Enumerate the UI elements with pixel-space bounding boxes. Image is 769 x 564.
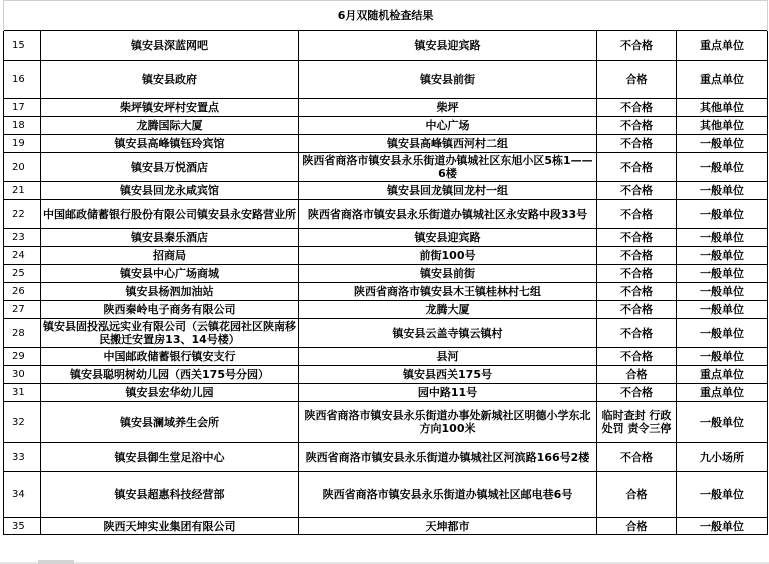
inspection-result[interactable]: 不合格 bbox=[597, 384, 677, 402]
unit-category[interactable]: 一般单位 bbox=[677, 200, 768, 229]
unit-category[interactable]: 重点单位 bbox=[677, 366, 768, 384]
row-number[interactable]: 16 bbox=[4, 61, 41, 99]
inspection-result[interactable]: 不合格 bbox=[597, 182, 677, 200]
unit-address[interactable]: 镇安县迎宾路 bbox=[299, 229, 597, 247]
row-number[interactable]: 23 bbox=[4, 229, 41, 247]
unit-category[interactable]: 一般单位 bbox=[677, 301, 768, 319]
unit-category[interactable]: 一般单位 bbox=[677, 247, 768, 265]
unit-name[interactable]: 镇安县固投泓远实业有限公司（云镇花园社区陕南移民搬迁安置房13、14号楼） bbox=[41, 319, 299, 348]
unit-address[interactable]: 镇安县西关175号 bbox=[299, 366, 597, 384]
unit-category[interactable]: 一般单位 bbox=[677, 319, 768, 348]
unit-name[interactable]: 陕西天坤实业集团有限公司 bbox=[41, 518, 299, 535]
row-number[interactable]: 32 bbox=[4, 402, 41, 443]
table-row bbox=[4, 384, 768, 402]
unit-category[interactable]: 一般单位 bbox=[677, 153, 768, 182]
sheet-title[interactable]: 6月双随机检查结果 bbox=[4, 1, 768, 31]
unit-category[interactable]: 一般单位 bbox=[677, 265, 768, 283]
unit-address[interactable]: 天坤都市 bbox=[299, 518, 597, 535]
row-number[interactable]: 33 bbox=[4, 443, 41, 472]
unit-category[interactable]: 九小场所 bbox=[677, 443, 768, 472]
unit-address[interactable]: 陕西省商洛市镇安县永乐街道办镇城社区东旭小区5栋1——6楼 bbox=[299, 153, 597, 182]
row-number[interactable]: 18 bbox=[4, 117, 41, 135]
table-row bbox=[4, 319, 768, 348]
table-row bbox=[4, 366, 768, 384]
sheet-tab[interactable] bbox=[38, 560, 74, 564]
unit-name[interactable]: 中国邮政储蓄银行镇安支行 bbox=[41, 348, 299, 366]
unit-address[interactable]: 镇安县云盖寺镇云镇村 bbox=[299, 319, 597, 348]
unit-name[interactable]: 中国邮政储蓄银行股份有限公司镇安县永安路营业所 bbox=[41, 200, 299, 229]
row-number[interactable]: 19 bbox=[4, 135, 41, 153]
unit-address[interactable]: 陕西省商洛市镇安县永乐街道办镇城社区河滨路166号2楼 bbox=[299, 443, 597, 472]
table-row bbox=[4, 153, 768, 182]
inspection-result[interactable]: 不合格 bbox=[597, 229, 677, 247]
inspection-result[interactable]: 合格 bbox=[597, 472, 677, 518]
unit-address[interactable]: 陕西省商洛市镇安县永乐街道办镇城社区邮电巷6号 bbox=[299, 472, 597, 518]
inspection-result[interactable]: 合格 bbox=[597, 61, 677, 99]
unit-address[interactable]: 中心广场 bbox=[299, 117, 597, 135]
unit-category[interactable]: 重点单位 bbox=[677, 384, 768, 402]
table-body bbox=[4, 31, 768, 535]
inspection-results-table bbox=[3, 0, 768, 535]
unit-name[interactable]: 镇安县中心广场商城 bbox=[41, 265, 299, 283]
row-number[interactable]: 17 bbox=[4, 99, 41, 117]
row-number[interactable]: 31 bbox=[4, 384, 41, 402]
row-number[interactable]: 28 bbox=[4, 319, 41, 348]
table-row bbox=[4, 135, 768, 153]
row-number[interactable]: 21 bbox=[4, 182, 41, 200]
row-number[interactable]: 35 bbox=[4, 518, 41, 535]
unit-name[interactable]: 镇安县超惠科技经营部 bbox=[41, 472, 299, 518]
row-number[interactable]: 22 bbox=[4, 200, 41, 229]
row-number[interactable]: 27 bbox=[4, 301, 41, 319]
table-row bbox=[4, 402, 768, 443]
unit-name[interactable]: 镇安县万悦酒店 bbox=[41, 153, 299, 182]
table-row bbox=[4, 472, 768, 518]
unit-name[interactable]: 镇安县宏华幼儿园 bbox=[41, 384, 299, 402]
unit-address[interactable]: 镇安县高峰镇西河村二组 bbox=[299, 135, 597, 153]
row-number[interactable]: 24 bbox=[4, 247, 41, 265]
unit-address[interactable]: 县河 bbox=[299, 348, 597, 366]
table-row bbox=[4, 443, 768, 472]
row-number[interactable]: 29 bbox=[4, 348, 41, 366]
row-number[interactable]: 20 bbox=[4, 153, 41, 182]
table-row bbox=[4, 265, 768, 283]
unit-category[interactable]: 一般单位 bbox=[677, 518, 768, 535]
table-row bbox=[4, 348, 768, 366]
unit-category[interactable]: 重点单位 bbox=[677, 31, 768, 61]
row-number[interactable]: 30 bbox=[4, 366, 41, 384]
unit-category[interactable]: 一般单位 bbox=[677, 348, 768, 366]
unit-name[interactable]: 镇安县秦乐酒店 bbox=[41, 229, 299, 247]
unit-address[interactable]: 龙腾大厦 bbox=[299, 301, 597, 319]
unit-address[interactable]: 前街100号 bbox=[299, 247, 597, 265]
unit-address[interactable]: 镇安县回龙镇回龙村一组 bbox=[299, 182, 597, 200]
inspection-result[interactable]: 不合格 bbox=[597, 301, 677, 319]
unit-category[interactable]: 一般单位 bbox=[677, 135, 768, 153]
table-row bbox=[4, 229, 768, 247]
table-row bbox=[4, 283, 768, 301]
unit-address[interactable]: 镇安县前街 bbox=[299, 61, 597, 99]
unit-name[interactable]: 镇安县深蓝网吧 bbox=[41, 31, 299, 61]
unit-address[interactable]: 镇安县前街 bbox=[299, 265, 597, 283]
table-row bbox=[4, 61, 768, 99]
unit-name[interactable]: 镇安县高峰镇钰玲宾馆 bbox=[41, 135, 299, 153]
table-row bbox=[4, 99, 768, 117]
inspection-result[interactable]: 不合格 bbox=[597, 31, 677, 61]
row-number[interactable]: 34 bbox=[4, 472, 41, 518]
unit-name[interactable]: 镇安县回龙永咸宾馆 bbox=[41, 182, 299, 200]
unit-category[interactable]: 其他单位 bbox=[677, 117, 768, 135]
inspection-result[interactable]: 不合格 bbox=[597, 265, 677, 283]
unit-name[interactable]: 龙腾国际大厦 bbox=[41, 117, 299, 135]
table-row bbox=[4, 247, 768, 265]
inspection-result[interactable]: 不合格 bbox=[597, 283, 677, 301]
table-row bbox=[4, 31, 768, 61]
unit-name[interactable]: 镇安县御生堂足浴中心 bbox=[41, 443, 299, 472]
unit-name[interactable]: 镇安县澜域养生会所 bbox=[41, 402, 299, 443]
unit-category[interactable]: 重点单位 bbox=[677, 61, 768, 99]
row-number[interactable]: 15 bbox=[4, 31, 41, 61]
unit-category[interactable]: 一般单位 bbox=[677, 229, 768, 247]
row-number[interactable]: 25 bbox=[4, 265, 41, 283]
unit-name[interactable]: 招商局 bbox=[41, 247, 299, 265]
inspection-result[interactable]: 不合格 bbox=[597, 443, 677, 472]
unit-name[interactable]: 镇安县聪明树幼儿园（西关175号分园） bbox=[41, 366, 299, 384]
unit-address[interactable]: 陕西省商洛市镇安县永乐街道办事处新城社区明德小学东北方向100米 bbox=[299, 402, 597, 443]
unit-category[interactable]: 一般单位 bbox=[677, 182, 768, 200]
unit-name[interactable]: 镇安县杨泗加油站 bbox=[41, 283, 299, 301]
unit-address[interactable]: 园中路11号 bbox=[299, 384, 597, 402]
inspection-result[interactable]: 不合格 bbox=[597, 319, 677, 348]
unit-category[interactable]: 一般单位 bbox=[677, 283, 768, 301]
unit-category[interactable]: 一般单位 bbox=[677, 402, 768, 443]
title-row bbox=[4, 1, 768, 31]
inspection-result[interactable]: 不合格 bbox=[597, 247, 677, 265]
inspection-result[interactable]: 合格 bbox=[597, 366, 677, 384]
table-row bbox=[4, 200, 768, 229]
inspection-result[interactable]: 不合格 bbox=[597, 200, 677, 229]
inspection-result[interactable]: 不合格 bbox=[597, 99, 677, 117]
inspection-result[interactable]: 不合格 bbox=[597, 135, 677, 153]
unit-name[interactable]: 陕西秦岭电子商务有限公司 bbox=[41, 301, 299, 319]
table-row bbox=[4, 301, 768, 319]
inspection-result[interactable]: 临时查封 行政处罚 责令三停 bbox=[597, 402, 677, 443]
table-row bbox=[4, 518, 768, 535]
unit-name[interactable]: 镇安县政府 bbox=[41, 61, 299, 99]
inspection-result[interactable]: 不合格 bbox=[597, 117, 677, 135]
row-number[interactable]: 26 bbox=[4, 283, 41, 301]
unit-address[interactable]: 陕西省商洛市镇安县永乐街道办镇城社区永安路中段33号 bbox=[299, 200, 597, 229]
table-row bbox=[4, 117, 768, 135]
table-row bbox=[4, 182, 768, 200]
unit-name[interactable]: 柴坪镇安坪村安置点 bbox=[41, 99, 299, 117]
unit-address[interactable]: 镇安县迎宾路 bbox=[299, 31, 597, 61]
inspection-result[interactable]: 不合格 bbox=[597, 153, 677, 182]
unit-address[interactable]: 陕西省商洛市镇安县木王镇桂林村七组 bbox=[299, 283, 597, 301]
spreadsheet bbox=[3, 0, 769, 535]
inspection-result[interactable]: 不合格 bbox=[597, 348, 677, 366]
unit-category[interactable]: 其他单位 bbox=[677, 99, 768, 117]
inspection-result[interactable]: 合格 bbox=[597, 518, 677, 535]
unit-category[interactable]: 一般单位 bbox=[677, 472, 768, 518]
unit-address[interactable]: 柴坪 bbox=[299, 99, 597, 117]
